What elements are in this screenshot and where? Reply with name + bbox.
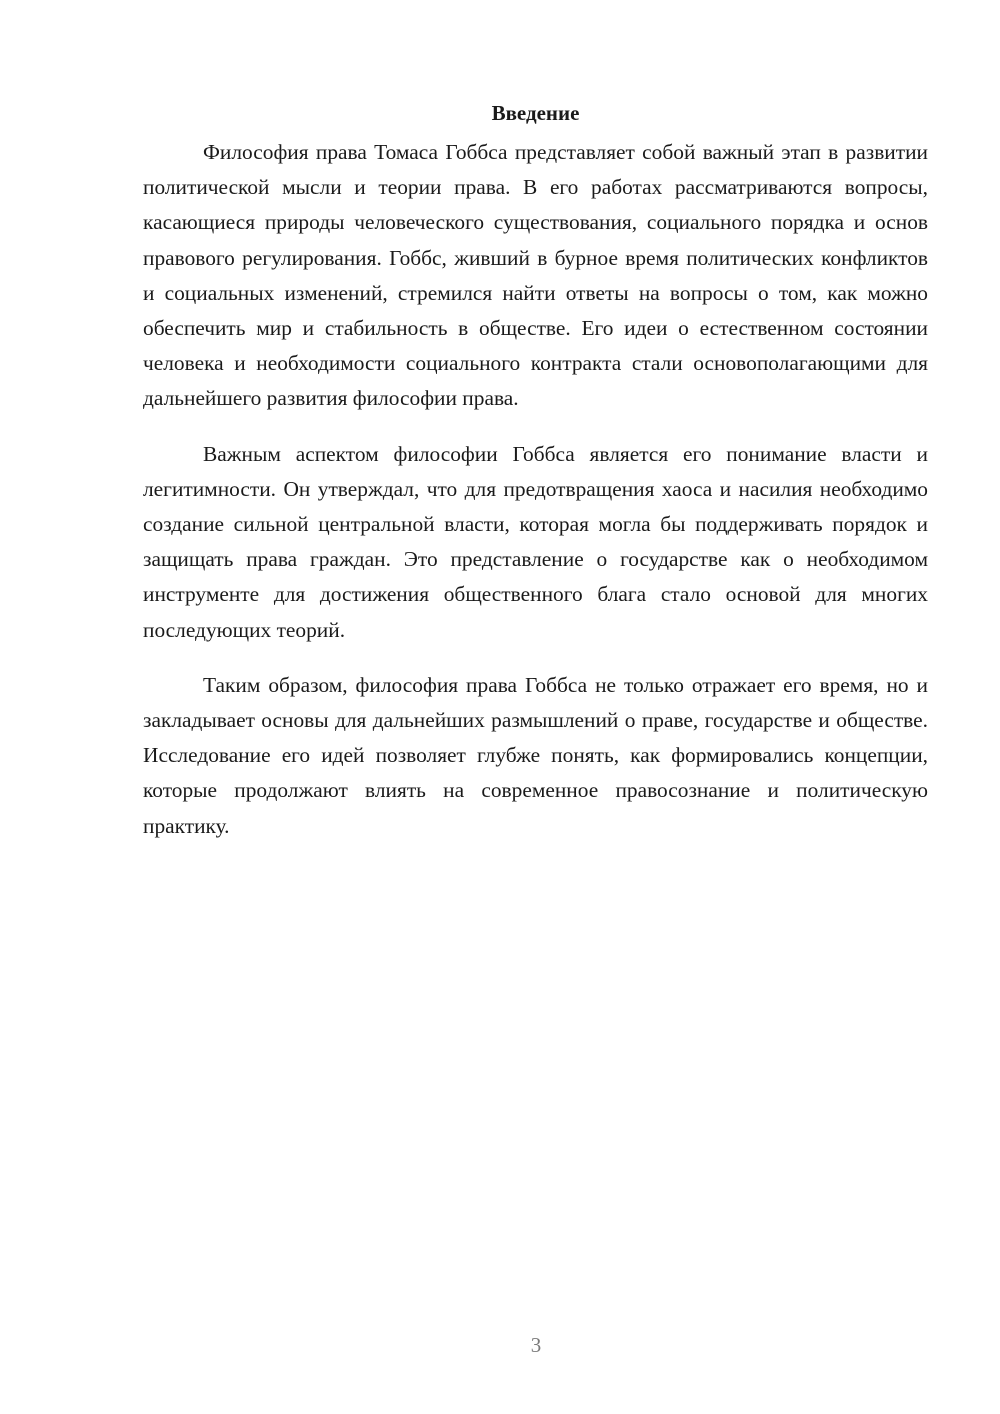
paragraph-conclusion: Таким образом, философия права Гоббса не только отражает его время, но и закладывает основы для дальнейших размышлений о праве, государстве и обществе. Исследование его идей позволяет глубже понять, как формировались концепции, которые продолжают влиять на современное правосознание и политическую практику. [143,672,928,838]
section-title: Введение [491,101,580,125]
paragraph-power-legitimacy: Важным аспектом философии Гоббса является его понимание власти и легитимности. Он утверждал, что для предотвращения хаоса и насилия необходимо создание сильной центральной власти, которая могла бы поддерживать порядок и защищать права граждан. Это представление о государстве как о необходимом инструменте для достижения общественного блага стало основой для многих последующих теорий. [143,441,928,642]
page-number: 3 [530,1333,542,1357]
document-page [143,96,928,844]
paragraph-intro: Философия права Томаса Гоббса представляет собой важный этап в развитии политической мысли и теории права. В его работах рассматриваются вопросы, касающиеся природы человеческого существования, социального порядка и основ правового регулирования. Гоббс, живший в бурное время политических конфликтов и социальных изменений, стремился найти ответы на вопросы о том, как можно обеспечить мир и стабильность в обществе. Его идеи о естественном состоянии человека и необходимости социального контракта стали основополагающими для дальнейшего развития философии права. [143,140,928,411]
